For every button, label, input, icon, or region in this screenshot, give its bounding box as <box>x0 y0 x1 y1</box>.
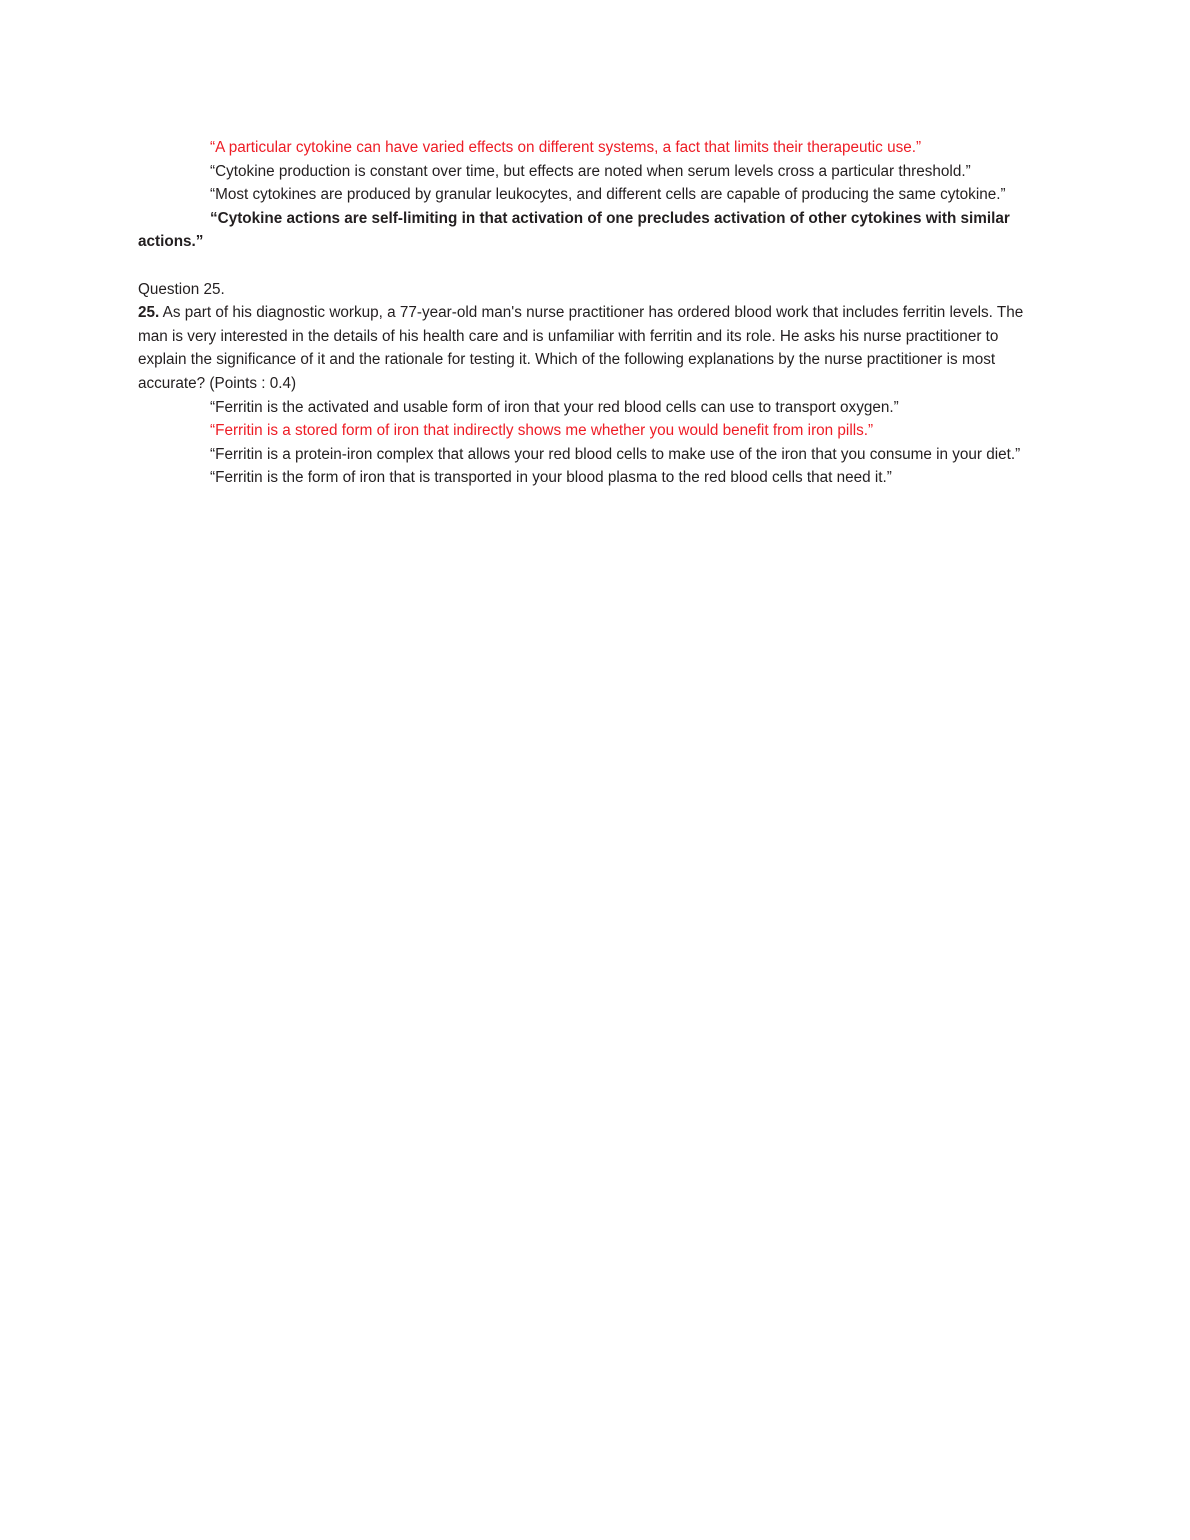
q24-option-2: “Cytokine production is constant over time, but effects are noted when serum levels cross a particular threshold.” <box>210 162 971 180</box>
question-25-heading: Question 25. <box>138 280 225 298</box>
q25-option-3: “Ferritin is a protein-iron complex that allows your red blood cells to make use of the iron that you consume in your diet.” <box>210 445 1021 463</box>
q25-option-4: “Ferritin is the form of iron that is transported in your blood plasma to the red blood cells that need it.” <box>210 469 892 487</box>
question-25-stem-text: As part of his diagnostic workup, a 77-year-old man's nurse practitioner has ordered blood work that includes ferritin levels. The man is very interested in the details of his health care and is unfamiliar with ferritin and its role. He asks his nurse practitioner to explain the significance of it and the rationale for testing it. Which of the following explanations by the nurse practitioner is most accurate? (Points : 0.4) <box>138 304 1024 392</box>
paragraph-spacer <box>138 254 1048 278</box>
document-body <box>138 136 1048 490</box>
q25-option-2: “Ferritin is a stored form of iron that indirectly shows me whether you would benefit from iron pills.” <box>210 422 874 440</box>
q25-option-1: “Ferritin is the activated and usable form of iron that your red blood cells can use to transport oxygen.” <box>210 398 899 416</box>
q24-option-4: “Cytokine actions are self-limiting in that activation of one precludes activation of other cytokines with similar actions.” <box>138 209 1010 251</box>
q24-option-1: “A particular cytokine can have varied effects on different systems, a fact that limits their therapeutic use.” <box>210 139 922 156</box>
q24-option-3: “Most cytokines are produced by granular leukocytes, and different cells are capable of producing the same cytokine.” <box>210 186 1006 204</box>
question-25-number: 25. <box>138 304 160 322</box>
question-25-stem <box>138 301 1048 395</box>
